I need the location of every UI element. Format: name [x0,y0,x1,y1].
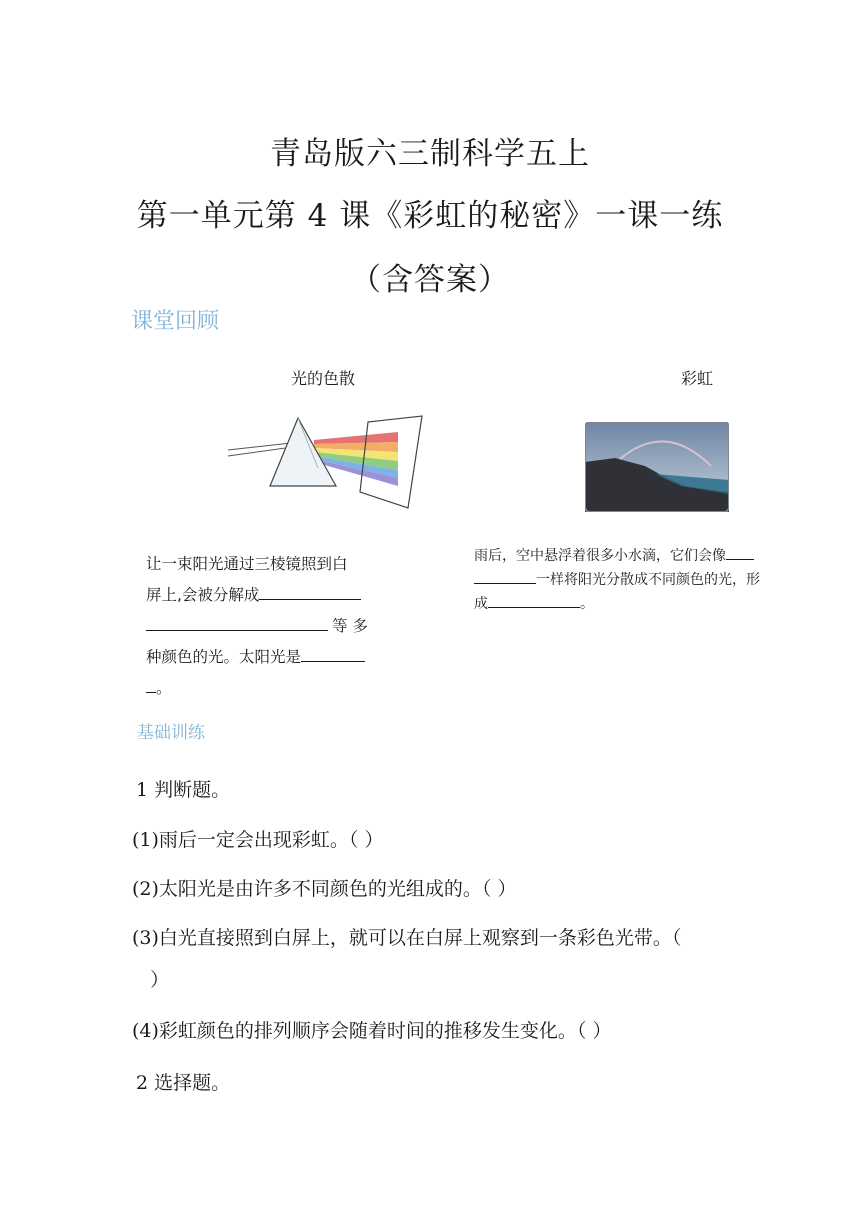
doc-title-line2: 第一单元第 4 课《彩虹的秘密》一课一练 [136,198,724,234]
q1-item-3: (3)白光直接照到白屏上，就可以在白屏上观察到一条彩色光带。（ [132,927,682,949]
dispersion-line-4 [146,642,376,673]
fill-blank[interactable] [259,581,361,600]
rainbow-photo [585,422,729,512]
q1-item-2: (2)太阳光是由许多不同颜色的光组成的。（ ） [132,878,517,900]
fill-blank[interactable] [146,612,328,631]
rainbow-line-2-text: 一样将阳光分散成不同颜色的光，形 [536,572,760,588]
q1-item-3-close: ） [132,969,170,991]
dispersion-text [146,549,376,704]
fill-blank[interactable] [488,593,580,608]
rainbow-line-1 [474,544,794,568]
dispersion-line-2-text: 屏上,会被分解成 [146,586,260,604]
doc-title-line3: （含答案） [350,262,510,298]
doc-title-line1: 青岛版六三制科学五上 [270,136,590,172]
q1-item-4: (4)彩虹颜色的排列顺序会随着时间的推移发生变化。（ ） [132,1020,612,1042]
dispersion-line-3-text: 等 多 [332,617,368,635]
rainbow-line-3-end: 。 [580,596,594,612]
rainbow-caption: 彩虹 [681,369,714,388]
fill-blank[interactable] [301,643,365,662]
basic-heading: 基础训练 [137,723,205,743]
fill-blank[interactable] [726,545,754,560]
dispersion-line-5-text: 。 [156,679,172,697]
rainbow-line-1-text: 雨后，空中悬浮着很多小水滴，它们会像 [474,548,726,564]
q2-title: 2 选择题。 [136,1072,231,1094]
fill-blank[interactable] [146,674,156,693]
dispersion-line-4-text: 种颜色的光。太阳光是 [146,648,302,666]
q1-title: 1 判断题。 [136,779,231,801]
fill-blank[interactable] [474,569,536,584]
rainbow-text [474,544,794,616]
dispersion-line-3 [146,611,376,642]
rainbow-line-2 [474,568,794,592]
rainbow-line-3 [474,592,794,616]
dispersion-line-1: 让一束阳光通过三棱镜照到白 [146,555,348,573]
review-heading: 课堂回顾 [131,309,220,334]
dispersion-line-5 [146,673,376,704]
dispersion-line-2 [146,580,376,611]
dispersion-caption: 光的色散 [291,369,356,388]
prism-illustration [222,408,432,513]
q1-item-1: (1)雨后一定会出现彩虹。（ ） [132,829,384,851]
rainbow-line-3-text: 成 [474,596,488,612]
